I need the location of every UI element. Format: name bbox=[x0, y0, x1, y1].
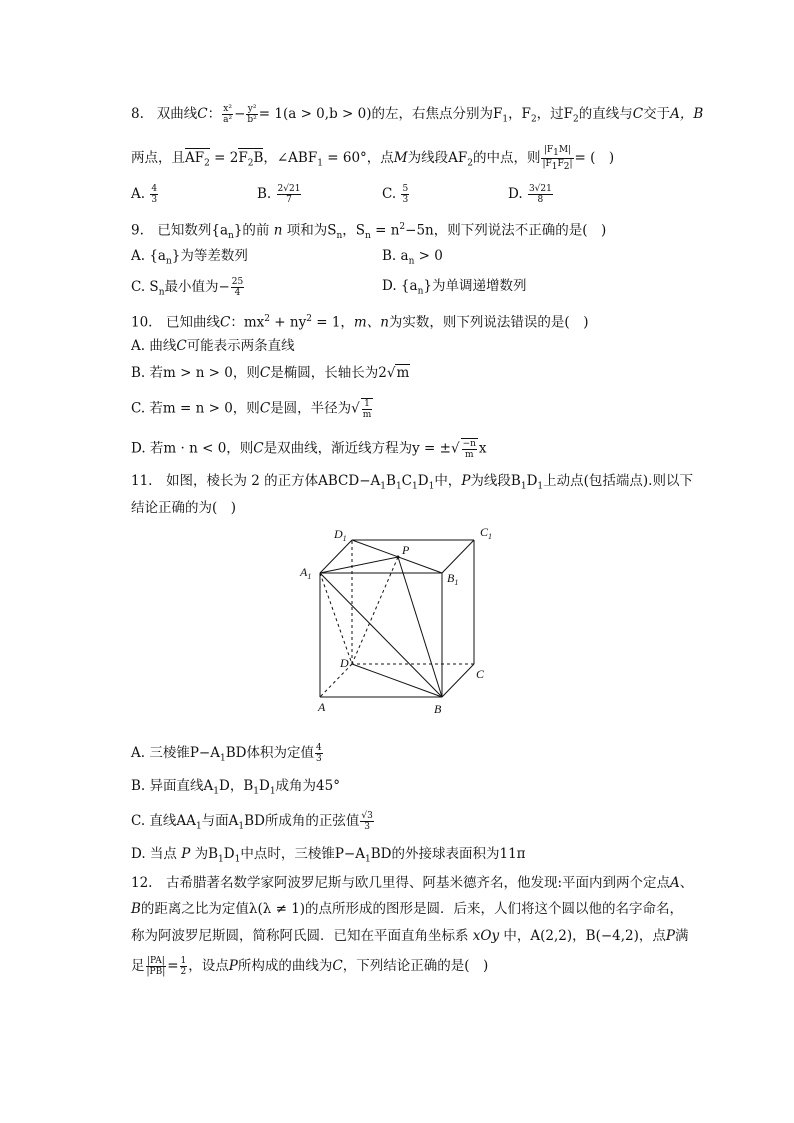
q8-frac-x: $\frac{\text{x²}}{\text{a²}}$ bbox=[223, 104, 233, 125]
q11-oc-frac: $\frac{√3}{3}$ bbox=[361, 811, 373, 832]
q8-l2c: = 60°，点 bbox=[322, 149, 394, 166]
q9-ob: B. a bbox=[382, 248, 409, 264]
q11-oc2: 与面A bbox=[201, 813, 239, 829]
q9-e: = n bbox=[370, 222, 400, 239]
edge-d1a1 bbox=[320, 540, 352, 573]
q8-f2b: F bbox=[238, 149, 248, 166]
q11-oa-frac: $\frac{4}{3}$ bbox=[315, 743, 322, 764]
seg-a1p bbox=[320, 557, 398, 573]
q8-ab: A，B bbox=[670, 106, 704, 122]
q8-eq2: = 2 bbox=[209, 149, 239, 166]
q10-od: D. 若m · n < 0，则 bbox=[131, 440, 254, 457]
q11-h: 上动点(包括端点).则以下 bbox=[543, 473, 693, 489]
q8-text: 双曲线 bbox=[156, 106, 198, 122]
q9-oc-frac: $\frac{25}{4}$ bbox=[231, 277, 244, 298]
q12-a: A bbox=[670, 875, 680, 891]
q11-option-c: C. 直线$AA_1$与面$A_1BD$所成角的正弦值 $\frac{√3}{3}$ bbox=[131, 811, 373, 832]
q11-oc3: BD所成角的正弦值 bbox=[244, 813, 360, 829]
label-d: D bbox=[340, 656, 349, 670]
q10-oc2: 是圆，半径为 bbox=[270, 400, 352, 417]
q11-od2: 为B bbox=[194, 846, 219, 862]
q11-option-b: B. 异面直线$A_1D$，$B_1D_1$成角为45° bbox=[131, 778, 340, 797]
q10-stem: 10. 已知曲线C：$mx^2 + ny^2 = 1$，m、n为实数，则下列说法错误的是( ) bbox=[131, 314, 589, 331]
q12-half: $\frac{1}{2}$ bbox=[180, 956, 187, 977]
q10-oc-frac: $\frac{1}{m}$ bbox=[362, 399, 372, 420]
q10-od-c: C bbox=[253, 440, 264, 457]
q11-b: B bbox=[386, 473, 396, 489]
q10-od2: 是双曲线，渐近线方程为y = ± bbox=[263, 440, 451, 457]
q12-l4c: ，设点 bbox=[188, 958, 229, 974]
seg-pb bbox=[398, 557, 442, 697]
q12-b: B bbox=[131, 901, 141, 917]
opt-frac: $\frac{2√21}{7}$ bbox=[277, 184, 301, 205]
q10-ob: B. 若m > n > 0，则 bbox=[131, 365, 260, 381]
q9-n: n bbox=[273, 222, 283, 239]
label-b1: $B_1$ bbox=[447, 571, 459, 587]
q8-number: 8. bbox=[131, 106, 144, 122]
q11-g: D bbox=[526, 473, 538, 489]
q8-vec-f2b: $F_2B$ bbox=[238, 149, 263, 173]
q8-option-c bbox=[382, 184, 410, 205]
label-a1: $A_1$ bbox=[300, 565, 312, 581]
q9-stem: 9. 已知数列$\{a_n\}$的前 n 项和为$S_n$，$S_n = n^2-5n$，则下列说法不正确的是( ) bbox=[131, 222, 607, 242]
q9-option-d: D. $\{a_n\}$为单调递增数列 bbox=[382, 278, 527, 297]
point-p bbox=[397, 556, 400, 559]
seg-a1d bbox=[320, 573, 352, 664]
q8-l2b: ，∠ABF bbox=[263, 149, 318, 166]
q10-oa-c: C bbox=[176, 338, 187, 354]
q11-ob3: D bbox=[258, 778, 270, 794]
q9-c: 项和为S bbox=[286, 222, 337, 239]
q8-ratio: $\frac{|F_1M|}{|F_1F_2|}$ bbox=[542, 145, 573, 172]
q8-option-a bbox=[131, 184, 159, 205]
q12-l4e: ，下列结论正确的是( ) bbox=[342, 958, 489, 974]
q10-oc: C. 若m = n > 0，则 bbox=[131, 400, 260, 417]
q9-oa2: }为等差数列 bbox=[171, 248, 248, 264]
q9-a: 9. 已知数列{a bbox=[131, 222, 229, 239]
q11-oa2: BD体积为定值 bbox=[225, 745, 314, 761]
opt-label: A. bbox=[131, 186, 146, 202]
q12-l4d: 所构成的曲线为 bbox=[237, 958, 333, 974]
q11-ob2: D，B bbox=[219, 778, 254, 794]
q8-c: C bbox=[197, 106, 208, 122]
q12-p2: P bbox=[228, 958, 238, 974]
q12-line1 bbox=[131, 874, 693, 892]
opt-label: C. bbox=[382, 186, 397, 202]
q11-d: D bbox=[417, 473, 429, 489]
q12-l1: 12. 古希腊著名数学家阿波罗尼斯与欧几里得、阿基米德齐名，他发现:平面内到两个定点 bbox=[131, 875, 671, 891]
label-a: A bbox=[318, 700, 326, 714]
label-b: B bbox=[434, 702, 442, 716]
q10-ob-c: C bbox=[259, 365, 271, 381]
q11-od: D. 当点 bbox=[131, 846, 177, 862]
q11-ob4: 成角为45° bbox=[275, 778, 340, 794]
q11-option-a: A. 三棱锥$P-A_1BD$体积为定值 $\frac{4}{3}$ bbox=[131, 743, 322, 764]
q9-option-c: C. $S_n$最小值为− $\frac{25}{4}$ bbox=[131, 277, 244, 298]
label-d1: $D_1$ bbox=[334, 527, 347, 543]
q12-l4a: 足 bbox=[131, 958, 145, 974]
q9-oc2: 最小值为− bbox=[164, 279, 230, 295]
q9-oc: C. S bbox=[131, 279, 159, 295]
opt-label: B. bbox=[257, 186, 272, 202]
q12-l3c: 满 bbox=[675, 928, 689, 944]
q11-a: 11. 如图，棱长为 2 的正方体ABCD−A bbox=[131, 473, 381, 489]
q11-od5: BD的外接球表面积为11π bbox=[370, 846, 526, 862]
q9-option-a: A. $\{a_n\}$为等差数列 bbox=[131, 248, 248, 267]
q11-od-p: P bbox=[181, 846, 191, 862]
q8-l2a: 两点，且 bbox=[131, 149, 185, 166]
q10-mn: m、n bbox=[353, 314, 389, 331]
q11-stem-line2 bbox=[131, 499, 236, 517]
q11-line2: 结论正确的为( ) bbox=[131, 500, 237, 516]
q10-b: ：mx bbox=[230, 314, 265, 331]
opt-frac: $\frac{5}{3}$ bbox=[402, 184, 409, 205]
opt-label: D. bbox=[508, 186, 523, 202]
q9-oa: A. {a bbox=[131, 248, 166, 264]
q11-oc: C. 直线AA bbox=[131, 813, 196, 829]
q10-option-c: C. 若m = n > 0，则C是圆，半径为√ $\frac{1}{m}$ bbox=[131, 399, 372, 420]
edge-bc bbox=[442, 664, 474, 697]
q10-c: C bbox=[219, 314, 231, 331]
q9-option-b: B. $a_n > 0$ bbox=[382, 248, 443, 267]
q12-c: C bbox=[332, 958, 343, 974]
q11-c: C bbox=[401, 473, 413, 489]
q12-l3a: 称为阿波罗尼斯圆，简称阿氏圆．已知在平面直角坐标系 bbox=[131, 928, 469, 944]
q10-ob3: m bbox=[396, 365, 410, 381]
q8-c2: C bbox=[632, 106, 644, 122]
q8-l2f: = ( ) bbox=[574, 149, 615, 166]
label-p: P bbox=[402, 543, 410, 557]
q10-a: 10. 已知曲线 bbox=[131, 314, 220, 331]
cube-figure bbox=[296, 524, 496, 719]
q9-b: }的前 bbox=[233, 222, 270, 239]
opt-frac: $\frac{3√21}{8}$ bbox=[528, 184, 552, 205]
q8-option-d bbox=[508, 184, 554, 205]
q12-p: P bbox=[665, 928, 675, 944]
q9-od2: }为单调递增数列 bbox=[423, 278, 527, 294]
q8-stem-line1: 8. 双曲线C： $\frac{\text{x²}}{\text{a²}}$ − $\frac{\text{y²}}{\text{b²}}$ = 1(a > 0,b > 0)的左，右焦点分别为$F_1$，$F_2$，过$F_2$的直线与C交于A，B bbox=[131, 104, 704, 125]
seg-db bbox=[352, 664, 442, 697]
q10-option-a bbox=[131, 337, 295, 355]
q9-f: −5n，则下列说法不正确的是( ) bbox=[405, 222, 607, 239]
q9-od: D. {a bbox=[382, 278, 418, 294]
q10-oa2: 可能表示两条直线 bbox=[186, 338, 295, 354]
q10-ob2: 是椭圆，长轴长为2 bbox=[270, 365, 387, 381]
q11-ob: B. 异面直线A bbox=[131, 778, 214, 794]
q10-od-frac: $\frac{-n}{m}$ bbox=[462, 439, 476, 460]
q11-od4: 中点时，三棱锥P−A bbox=[240, 846, 365, 862]
label-c1: $C_1$ bbox=[480, 525, 493, 541]
q8-option-b bbox=[257, 184, 302, 205]
q9-d: ，S bbox=[342, 222, 366, 239]
q8-l2e: 的中点，则 bbox=[472, 149, 541, 166]
q8-text5: 的直线与 bbox=[578, 106, 633, 122]
q12-l2b: 的距离之比为定值λ(λ ≠ 1)的点所形成的图形是圆．后来，人们将这个圆以他的名字命名， bbox=[140, 901, 684, 917]
q8-af2: AF bbox=[185, 149, 205, 166]
q11-stem-line1: 11. 如图，棱长为 2 的正方体$ABCD-A_1B_1C_1D_1$中，P为线段$B_1D_1$上动点(包括端点).则以下 bbox=[131, 473, 693, 492]
q8-frac-y: $\frac{\text{y²}}{\text{b²}}$ bbox=[247, 104, 257, 125]
q11-od3: D bbox=[223, 846, 235, 862]
q12-line2 bbox=[131, 900, 683, 918]
q10-od3: x bbox=[478, 440, 487, 457]
q12-ratio: $\frac{|PA|}{|PB|}$ bbox=[146, 956, 166, 977]
q8-eq-tail: = 1(a > 0,b > 0)的左，右焦点分别为F bbox=[258, 106, 503, 122]
q12-line3 bbox=[131, 927, 689, 945]
q9-ob2: > 0 bbox=[414, 248, 443, 264]
q12-xoy: xOy bbox=[472, 928, 500, 944]
q8-text4: ，过F bbox=[536, 106, 574, 122]
q12-l4b: = bbox=[167, 958, 179, 974]
opt-frac: $\frac{4}{3}$ bbox=[151, 184, 158, 205]
q11-e: 中， bbox=[434, 473, 462, 489]
edge-b1c1 bbox=[442, 540, 474, 573]
q10-e: 为实数，则下列说法错误的是( ) bbox=[388, 314, 589, 331]
q10-option-b: B. 若m > n > 0，则C是椭圆，长轴长为2√m bbox=[131, 365, 410, 381]
q11-f: 为线段B bbox=[470, 473, 521, 489]
q8-text3: ，F bbox=[508, 106, 531, 122]
q8-stem-line2: 两点，且$AF_2 = 2F_2B$，$\angle ABF_1 = 60^\circ$，点M为线段$AF_2$的中点，则 $\frac{|F_1M|}{|F_1F_2|}$ = ( ) bbox=[131, 145, 615, 172]
q12-l3b: 中，A(2,2)，B(−4,2)，点 bbox=[503, 928, 666, 944]
q11-oa: A. 三棱锥P−A bbox=[131, 745, 220, 761]
q8-m: M bbox=[393, 149, 408, 166]
q8-l2d: 为线段AF bbox=[407, 149, 468, 166]
q11-p: P bbox=[461, 473, 471, 489]
q12-l1b: 、 bbox=[679, 875, 694, 891]
q8-text2: ： bbox=[207, 106, 222, 122]
q10-d: = 1， bbox=[311, 314, 354, 331]
q11-option-d: D. 当点 P 为$B_1D_1$中点时，三棱锥$P-A_1BD$的外接球表面积为11π bbox=[131, 846, 526, 865]
label-c: C bbox=[476, 667, 485, 681]
q10-oc-c: C bbox=[259, 400, 271, 417]
q8-text6: 交于 bbox=[643, 106, 671, 122]
q10-cc: + ny bbox=[269, 314, 307, 331]
q10-oa: A. 曲线 bbox=[131, 338, 177, 354]
q12-line4 bbox=[131, 956, 488, 977]
q10-option-d: D. 若m · n < 0，则C是双曲线，渐近线方程为y = ±√ $\frac{-n}{m}$ x bbox=[131, 439, 487, 460]
q8-vec-af2: $AF_2$ bbox=[185, 149, 210, 173]
